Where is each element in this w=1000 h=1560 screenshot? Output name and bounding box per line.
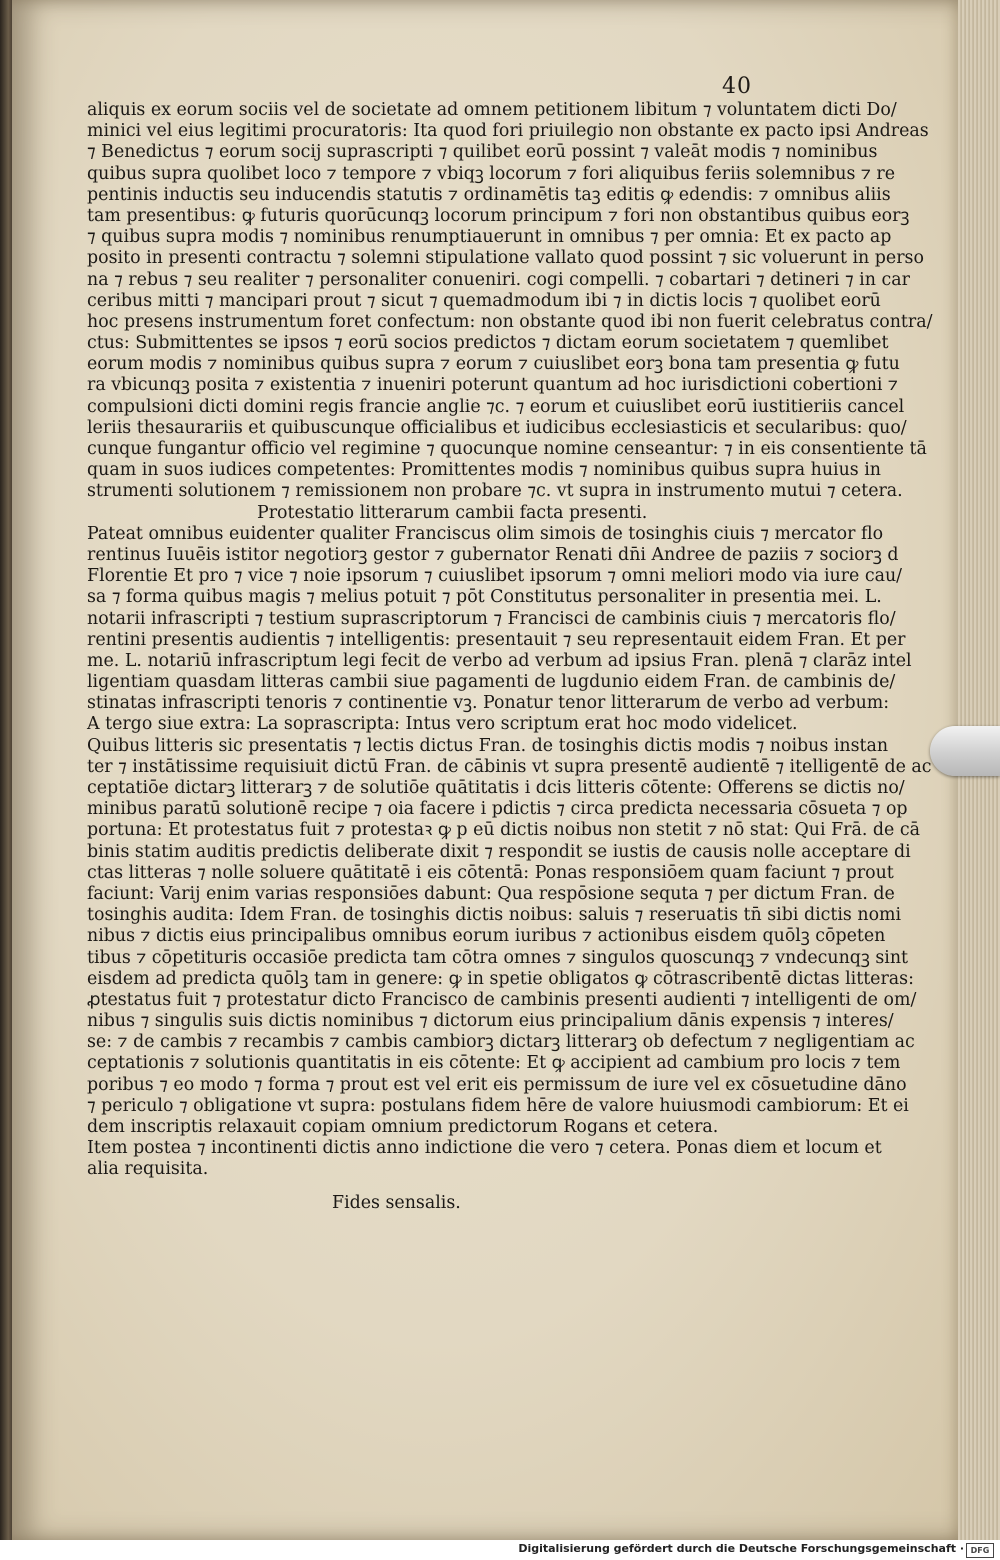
text-line: leriis thesaurariis et quibuscunque officialibus et iudicibus ecclesiasticis et secularibus: quo/ — [87, 417, 907, 438]
text-line: ceribus mitti ⁊ mancipari prout ⁊ sicut ⁊ quemadmodum ibi ⁊ in dictis locis ⁊ quolibet eorū — [87, 290, 881, 311]
text-line: rentinus Iuuēis istitor negotiorꝫ gestor ⁊ gubernator Renati dn̄i Andree de paziis ⁊ sociorꝫ d — [87, 544, 899, 565]
text-line: hoc presens instrumentum foret confectum: non obstante quod ibi non fuerit celebratus contra/ — [87, 311, 933, 332]
text-line: ⁊ Benedictus ⁊ eorum socij suprascripti ⁊ quilibet eorū possint ⁊ valeāt modis ⁊ nominibus — [87, 142, 878, 163]
text-line: faciunt: Varij enim varias responsiōes dabunt: Qua respōsione sequta ⁊ per dictum Fran. de — [87, 883, 895, 904]
page-text — [87, 100, 933, 1214]
text-line: aliquis ex eorum sociis vel de societate ad omnem petitionem libitum ⁊ voluntatem dicti Do/ — [87, 100, 897, 120]
text-line: ctas litteras ⁊ nolle soluere quātitatē i eis cōtentā: Ponas responsiōem quam faciunt ⁊ prout — [87, 862, 894, 883]
text-line: Pateat omnibus euidenter qualiter Franciscus olim simois de tosinghis ciuis ⁊ mercator flo — [87, 523, 884, 544]
text-line: compulsioni dicti domini regis francie anglie ⁊c. ⁊ eorum et cuiuslibet eorū iustitieriis cancel — [87, 396, 905, 417]
section-heading: Protestatio litterarum cambii facta presenti. — [257, 502, 648, 523]
footer-bar — [0, 1540, 1000, 1560]
text-line: rentini presentis audientis ⁊ intelligentis: presentauit ⁊ seu representauit eidem Fran. Et per — [87, 629, 906, 650]
text-line: portuna: Et protestatus fuit ⁊ protestaꝛ ꝙ p eū dictis noibus non stetit ⁊ nō stat: Qui Frā. de cā — [87, 820, 920, 841]
text-line: na ⁊ rebus ⁊ seu realiter ⁊ personaliter conueniri. cogi compelli. ⁊ cobartari ⁊ detineri ⁊ in car — [87, 269, 910, 290]
closing-heading: Fides sensalis. — [332, 1192, 461, 1213]
text-line: posito in presenti contractu ⁊ solemni stipulatione vallato quod possint ⁊ sic voluerunt in perso — [87, 248, 924, 269]
text-line: minibus paratū solutionē recipe ⁊ oia facere i pdictis ⁊ circa predicta necessaria cōsueta ⁊ op — [87, 799, 908, 820]
text-line: A tergo siue extra: La soprascripta: Intus vero scriptum erat hoc modo videlicet. — [87, 714, 798, 735]
text-line: nibus ⁊ singulis suis dictis nominibus ⁊ dictorum eius principalium dānis expensis ⁊ interes/ — [87, 1011, 894, 1032]
text-line: ⁊ quibus supra modis ⁊ nominibus renumptiauerunt in omnibus ⁊ per omnia: Et ex pacto ap — [87, 227, 892, 248]
text-line: dem inscriptis relaxauit copiam omnium predictorum Rogans et cetera. — [87, 1117, 719, 1137]
dfg-logo: DFG — [966, 1543, 994, 1558]
text-line: quibus supra quolibet loco ⁊ tempore ⁊ vbiqꝫ locorum ⁊ fori aliquibus feriis solemnibus ⁊ re — [87, 163, 896, 184]
text-line: poribus ⁊ eo modo ⁊ forma ⁊ prout est vel erit eis permissum de iure vel ex cōsuetudine dāno — [87, 1074, 907, 1095]
text-line: eisdem ad predicta quōlꝫ tam in genere: ꝙ in spetie obligatos ꝙ cōtrascribentē dictas litteras: — [87, 968, 914, 989]
text-line: strumenti solutionem ⁊ remissionem non probare ⁊c. vt supra in instrumento mutui ⁊ cetera. — [87, 481, 903, 502]
text-line: ceptatiōe dictarꝫ litterarꝫ ⁊ de solutiōe quātitatis i dcis litteris cōtente: Offerens se dictis no/ — [87, 778, 905, 798]
text-line: Item postea ⁊ incontinenti dictis anno indictione die vero ⁊ cetera. Ponas diem et locum et — [87, 1138, 882, 1159]
text-line: Florentie Et pro ⁊ vice ⁊ noie ipsorum ⁊ cuiuslibet ipsorum ⁊ omni meliori modo via iure cau/ — [87, 566, 903, 587]
text-line: binis statim auditis predictis deliberate dixit ⁊ respondit se iustis de causis nolle acceptare di — [87, 841, 911, 862]
text-line: nibus ⁊ dictis eius principalibus omnibus eorum iuribus ⁊ actionibus eisdem quōlꝫ cōpeten — [87, 926, 886, 947]
folio-number: 40 — [722, 74, 752, 99]
text-line: quam in suos iudices competentes: Promittentes modis ⁊ nominibus quibus supra huius in — [87, 460, 882, 481]
text-line: eorum modis ⁊ nominibus quibus supra ⁊ eorum ⁊ cuiuslibet eorꝫ bona tam presentia ꝙ futu — [87, 354, 900, 375]
text-line: ctus: Submittentes se ipsos ⁊ eorū socios predictos ⁊ dictam eorum societatem ⁊ quemlibet — [87, 333, 889, 354]
text-line: ra vbicunqꝫ posita ⁊ existentia ⁊ inueniri poterunt quantum ad hoc iurisdictioni cobertioni ⁊ — [87, 375, 898, 396]
funding-credit: Digitalisierung gefördert durch die Deutsche Forschungsgemeinschaft · — [518, 1542, 964, 1555]
text-line: minici vel eius legitimi procuratoris: Ita quod fori priuilegio non obstante ex pacto ipsi Andreas — [87, 121, 929, 142]
text-line: sa ⁊ forma quibus magis ⁊ melius potuit ⁊ pōt Constitutus personaliter in presentia mei. L. — [87, 587, 882, 608]
text-line: Quibus litteris sic presentatis ⁊ lectis dictus Fran. de tosinghis dictis modis ⁊ noibus instan — [87, 735, 889, 756]
text-line: tosinghis audita: Idem Fran. de tosinghis dictis noibus: saluis ⁊ reseruatis tn̄ sibi dictis nomi — [87, 905, 902, 926]
text-line: stinatas infrascripti tenoris ⁊ continentie vꝫ. Ponatur tenor litterarum de verbo ad verbum: — [87, 693, 890, 714]
text-line: ⁊ periculo ⁊ obligatione vt supra: postulans fidem hēre de valore huiusmodi cambiorum: Et ei — [87, 1095, 909, 1116]
text-line: ꝓtestatus fuit ⁊ protestatur dicto Francisco de cambinis presenti audienti ⁊ intelligenti de om/ — [87, 989, 917, 1010]
text-line: tibus ⁊ cōpetituris occasiōe predicta tam cōtra omnes ⁊ singulos quoscunqꝫ ⁊ vndecunqꝫ sint — [87, 947, 909, 968]
bookmark-tab[interactable] — [930, 726, 1000, 776]
text-line: tam presentibus: ꝙ futuris quorūcunqꝫ locorum principum ⁊ fori non obstantibus quibus eorꝫ — [87, 205, 910, 226]
text-line: ligentiam quasdam litteras cambii siue pagamenti de lugdunio eidem Fran. de cambinis de/ — [87, 672, 896, 693]
text-line: cunque fungantur officio vel regimine ⁊ quocunque nomine censeantur: ⁊ in eis consentiente tā — [87, 439, 927, 459]
text-line: ter ⁊ instātissime requisiuit dictū Fran. de cābinis vt supra presentē audientē ⁊ itelligentē de ac — [87, 756, 932, 777]
text-line: se: ⁊ de cambis ⁊ recambis ⁊ cambis cambiorꝫ dictarꝫ litterarꝫ ob defectum ⁊ negligentiam ac — [87, 1032, 915, 1053]
text-line: me. L. notariū infrascriptum legi fecit de verbo ad verbum ad ipsius Fran. plenā ⁊ clarāz intel — [87, 650, 912, 671]
text-line: ceptationis ⁊ solutionis quantitatis in eis cōtente: Et ꝙ accipient ad cambium pro locis ⁊ tem — [87, 1053, 901, 1074]
text-line: alia requisita. — [87, 1159, 209, 1180]
text-line: pentinis inductis seu inducendis statutis ⁊ ordinamētis taꝫ editis ꝙ edendis: ⁊ omnibus aliis — [87, 184, 891, 205]
text-line: notarii infrascripti ⁊ testium suprascriptorum ⁊ Francisci de cambinis ciuis ⁊ mercatoris flo/ — [87, 608, 896, 629]
book-page — [12, 0, 960, 1540]
